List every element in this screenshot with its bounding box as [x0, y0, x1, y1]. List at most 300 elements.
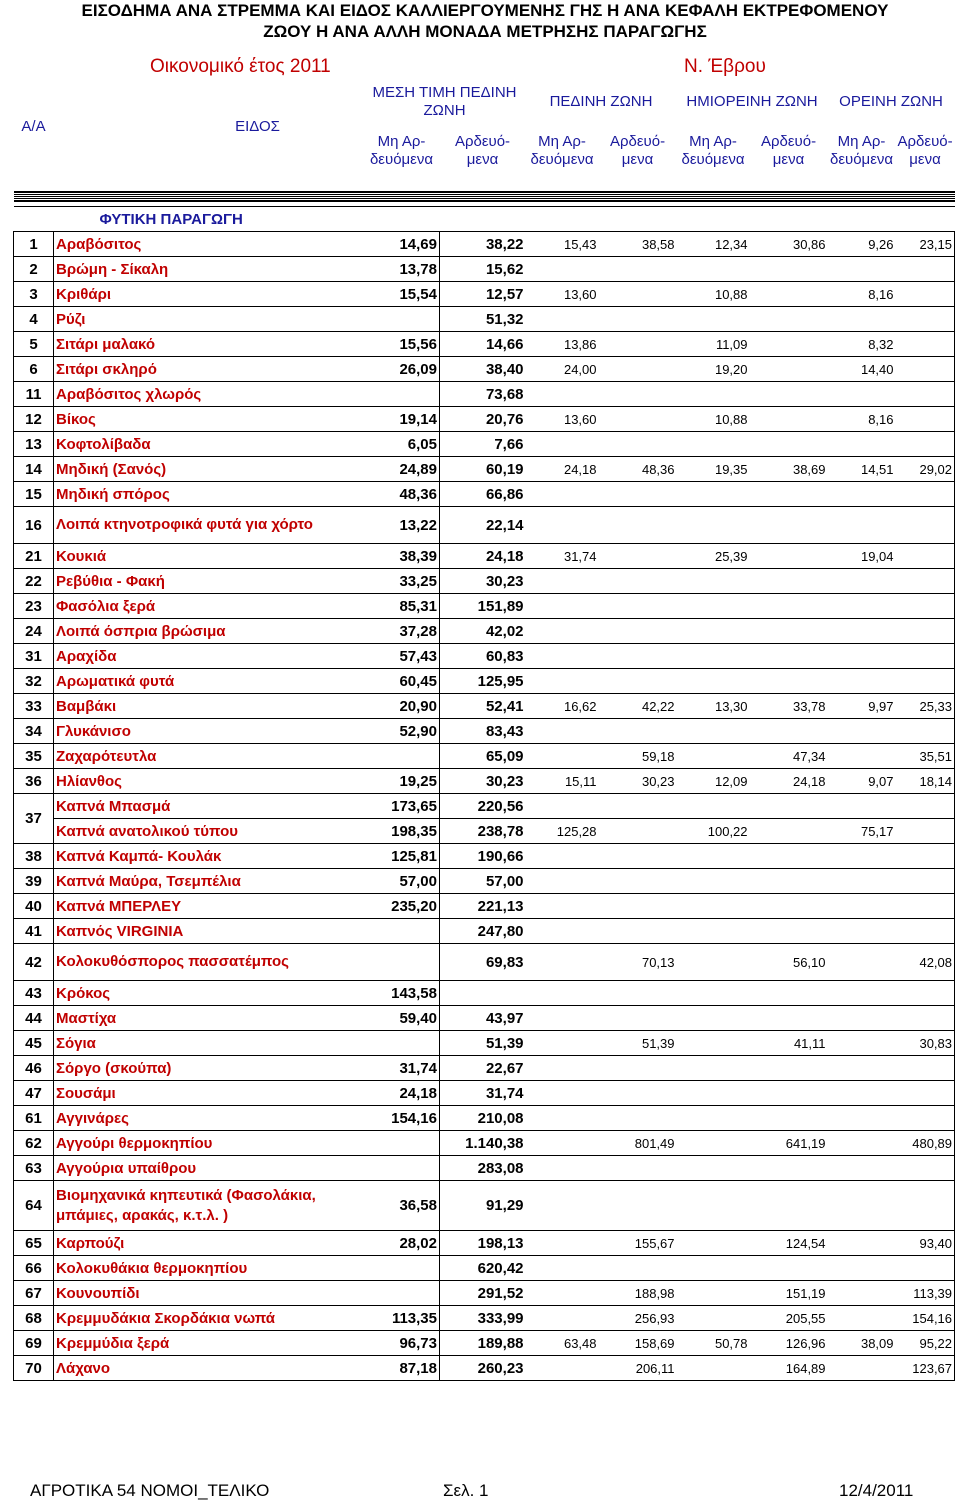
table-row [14, 1106, 955, 1131]
value-cell: 15,11 [526, 769, 599, 794]
value-cell [599, 719, 677, 744]
value-cell [828, 257, 896, 282]
table-row [14, 1306, 955, 1331]
value-cell [526, 1181, 599, 1231]
value-cell [896, 282, 955, 307]
value-cell [828, 1131, 896, 1156]
value-cell: 35,51 [896, 744, 955, 769]
value-cell [526, 432, 599, 457]
value-cell [526, 719, 599, 744]
header-irrigated: Αρδευό- μενα [609, 133, 666, 168]
header-eidos: ΕΙΔΟΣ [235, 118, 280, 135]
crop-name: Κριθάρι [54, 282, 364, 307]
value-cell [364, 744, 440, 769]
table-row [14, 332, 955, 357]
value-cell [750, 1181, 828, 1231]
value-cell [750, 594, 828, 619]
value-cell [677, 944, 750, 981]
crop-name: Καπνά ανατολικού τύπου [54, 819, 364, 844]
value-cell [677, 894, 750, 919]
value-cell [896, 719, 955, 744]
value-cell [526, 507, 599, 544]
crop-name: Ηλίανθος [54, 769, 364, 794]
footer-page: Σελ. 1 [443, 1481, 489, 1500]
crop-name: Αρωματικά φυτά [54, 669, 364, 694]
value-cell [526, 1056, 599, 1081]
value-cell: 24,00 [526, 357, 599, 382]
row-number: 66 [14, 1256, 54, 1281]
value-cell [526, 744, 599, 769]
value-cell [677, 1006, 750, 1031]
value-cell: 198,35 [364, 819, 440, 844]
crop-name: Κοφτολίβαδα [54, 432, 364, 457]
value-cell: 15,43 [526, 232, 599, 257]
value-cell [828, 432, 896, 457]
value-cell [677, 1031, 750, 1056]
table-row [14, 669, 955, 694]
value-cell [750, 619, 828, 644]
value-cell: 93,40 [896, 1231, 955, 1256]
value-cell [750, 382, 828, 407]
value-cell [677, 844, 750, 869]
table-row [14, 282, 955, 307]
value-cell [599, 594, 677, 619]
value-cell: 24,18 [440, 544, 526, 569]
value-cell [677, 1156, 750, 1181]
value-cell [828, 307, 896, 332]
value-cell: 210,08 [440, 1106, 526, 1131]
value-cell: 100,22 [677, 819, 750, 844]
value-cell [750, 1256, 828, 1281]
table-row [14, 619, 955, 644]
value-cell [526, 944, 599, 981]
crop-name: Σιτάρι σκληρό [54, 357, 364, 382]
value-cell [828, 382, 896, 407]
crop-name: Λοιπά όσπρια βρώσιμα [54, 619, 364, 644]
value-cell: 96,73 [364, 1331, 440, 1356]
value-cell: 59,40 [364, 1006, 440, 1031]
value-cell [599, 644, 677, 669]
crop-name: Σόγια [54, 1031, 364, 1056]
value-cell [599, 819, 677, 844]
value-cell [750, 407, 828, 432]
table-row [14, 1356, 955, 1381]
table-row [14, 1256, 955, 1281]
table-row [14, 482, 955, 507]
crop-name: Αραβόσιτος [54, 232, 364, 257]
crop-name: Κρεμμύδια ξερά [54, 1331, 364, 1356]
value-cell [599, 332, 677, 357]
table-row [14, 1056, 955, 1081]
table-row [14, 944, 955, 981]
value-cell [750, 432, 828, 457]
value-cell: 18,14 [896, 769, 955, 794]
header-irrigated: Αρδευό-μενα [454, 133, 511, 168]
value-cell: 19,04 [828, 544, 896, 569]
value-cell [896, 1056, 955, 1081]
crop-name: Αγγούρι θερμοκηπίου [54, 1131, 364, 1156]
row-number: 24 [14, 619, 54, 644]
value-cell [364, 1281, 440, 1306]
value-cell: 189,88 [440, 1331, 526, 1356]
crop-name: Καπνά ΜΠΕΡΛΕΥ [54, 894, 364, 919]
value-cell [526, 1231, 599, 1256]
row-number: 46 [14, 1056, 54, 1081]
value-cell: 63,48 [526, 1331, 599, 1356]
value-cell: 164,89 [750, 1356, 828, 1381]
value-cell: 20,90 [364, 694, 440, 719]
table-row [14, 432, 955, 457]
value-cell: 41,11 [750, 1031, 828, 1056]
value-cell: 70,13 [599, 944, 677, 981]
value-cell [896, 1106, 955, 1131]
table-row [14, 307, 955, 332]
row-number: 44 [14, 1006, 54, 1031]
value-cell: 221,13 [440, 894, 526, 919]
value-cell: 36,58 [364, 1181, 440, 1231]
value-cell: 51,39 [440, 1031, 526, 1056]
value-cell [828, 1306, 896, 1331]
row-number: 21 [14, 544, 54, 569]
value-cell: 24,18 [750, 769, 828, 794]
value-cell: 57,00 [364, 869, 440, 894]
value-cell: 30,23 [440, 769, 526, 794]
value-cell [896, 844, 955, 869]
header-non-irrigated: Μη Αρ-δευόμενα [829, 133, 894, 168]
value-cell [677, 1056, 750, 1081]
value-cell: 59,18 [599, 744, 677, 769]
crop-name: Μαστίχα [54, 1006, 364, 1031]
value-cell: 66,86 [440, 482, 526, 507]
value-cell: 641,19 [750, 1131, 828, 1156]
value-cell: 24,89 [364, 457, 440, 482]
value-cell: 42,08 [896, 944, 955, 981]
value-cell: 126,96 [750, 1331, 828, 1356]
value-cell: 25,39 [677, 544, 750, 569]
value-cell: 25,33 [896, 694, 955, 719]
value-cell [750, 819, 828, 844]
value-cell [677, 482, 750, 507]
value-cell [526, 1006, 599, 1031]
value-cell: 6,05 [364, 432, 440, 457]
table-row [14, 919, 955, 944]
value-cell: 8,16 [828, 282, 896, 307]
value-cell [828, 1056, 896, 1081]
value-cell: 220,56 [440, 794, 526, 819]
value-cell [677, 719, 750, 744]
value-cell [526, 1106, 599, 1131]
value-cell [750, 869, 828, 894]
value-cell: 13,60 [526, 282, 599, 307]
value-cell [526, 1356, 599, 1381]
value-cell: 8,32 [828, 332, 896, 357]
table-row [14, 894, 955, 919]
value-cell [896, 332, 955, 357]
value-cell: 38,58 [599, 232, 677, 257]
value-cell [896, 594, 955, 619]
value-cell: 31,74 [526, 544, 599, 569]
value-cell [599, 482, 677, 507]
table-row [14, 1181, 955, 1231]
value-cell [828, 844, 896, 869]
crop-name: Κρόκος [54, 981, 364, 1006]
table-row [14, 719, 955, 744]
crop-name: Καπνός VIRGINIA [54, 919, 364, 944]
value-cell [364, 1156, 440, 1181]
value-cell: 51,39 [599, 1031, 677, 1056]
value-cell [526, 1306, 599, 1331]
value-cell: 620,42 [440, 1256, 526, 1281]
value-cell [828, 619, 896, 644]
table-row [14, 1331, 955, 1356]
value-cell [896, 869, 955, 894]
section-title: ΦΥΤΙΚΗ ΠΑΡΑΓΩΓΗ [14, 207, 955, 232]
value-cell [599, 1081, 677, 1106]
value-cell: 291,52 [440, 1281, 526, 1306]
value-cell [828, 1081, 896, 1106]
value-cell: 13,30 [677, 694, 750, 719]
value-cell [828, 1256, 896, 1281]
value-cell: 30,86 [750, 232, 828, 257]
value-cell: 113,35 [364, 1306, 440, 1331]
value-cell [599, 569, 677, 594]
value-cell: 125,28 [526, 819, 599, 844]
prefecture-name: Ν. Έβρου [684, 56, 766, 77]
value-cell [750, 981, 828, 1006]
value-cell: 42,22 [599, 694, 677, 719]
value-cell [599, 257, 677, 282]
row-number: 12 [14, 407, 54, 432]
value-cell [677, 869, 750, 894]
row-number: 40 [14, 894, 54, 919]
value-cell: 30,83 [896, 1031, 955, 1056]
value-cell: 1.140,38 [440, 1131, 526, 1156]
header-semi-mountain-zone: ΗΜΙΟΡΕΙΝΗ ΖΩΝΗ [686, 93, 818, 110]
value-cell [599, 981, 677, 1006]
value-cell: 29,02 [896, 457, 955, 482]
value-cell [828, 944, 896, 981]
value-cell [677, 432, 750, 457]
crop-name: Γλυκάνισο [54, 719, 364, 744]
value-cell [599, 894, 677, 919]
value-cell [526, 569, 599, 594]
document-title [20, 0, 950, 42]
crop-name: Καπνά Μαύρα, Τσεμπέλια [54, 869, 364, 894]
value-cell [599, 869, 677, 894]
value-cell [750, 282, 828, 307]
value-cell: 30,23 [440, 569, 526, 594]
value-cell: 57,43 [364, 644, 440, 669]
value-cell: 125,81 [364, 844, 440, 869]
value-cell: 48,36 [364, 482, 440, 507]
value-cell [677, 1356, 750, 1381]
row-number: 65 [14, 1231, 54, 1256]
value-cell [526, 919, 599, 944]
value-cell [896, 407, 955, 432]
crop-name: Βιομηχανικά κηπευτικά (Φασολάκια, μπάμιες, αρακάς, κ.τ.λ. ) [54, 1181, 364, 1231]
table-row [14, 232, 955, 257]
value-cell [599, 307, 677, 332]
value-cell: 190,66 [440, 844, 526, 869]
value-cell: 7,66 [440, 432, 526, 457]
value-cell [828, 794, 896, 819]
table-row [14, 357, 955, 382]
table-row [14, 257, 955, 282]
value-cell: 8,16 [828, 407, 896, 432]
value-cell: 173,65 [364, 794, 440, 819]
value-cell [828, 569, 896, 594]
value-cell [599, 619, 677, 644]
crop-name: Λοιπά κτηνοτροφικά φυτά για χόρτο [54, 507, 364, 544]
header-mountain-zone: ΟΡΕΙΝΗ ΖΩΝΗ [839, 93, 943, 110]
row-number: 34 [14, 719, 54, 744]
crop-name: Αγγούρια υπαίθρου [54, 1156, 364, 1181]
value-cell: 57,00 [440, 869, 526, 894]
value-cell [896, 1006, 955, 1031]
crop-name: Σουσάμι [54, 1081, 364, 1106]
row-number: 32 [14, 669, 54, 694]
value-cell [599, 669, 677, 694]
value-cell [677, 919, 750, 944]
value-cell [677, 619, 750, 644]
crop-name: Κρεμμυδάκια Σκορδάκια νωπά [54, 1306, 364, 1331]
value-cell: 154,16 [364, 1106, 440, 1131]
value-cell [896, 794, 955, 819]
value-cell: 91,29 [440, 1181, 526, 1231]
value-cell: 38,22 [440, 232, 526, 257]
value-cell: 60,83 [440, 644, 526, 669]
value-cell [828, 1356, 896, 1381]
value-cell: 43,97 [440, 1006, 526, 1031]
value-cell: 256,93 [599, 1306, 677, 1331]
value-cell [896, 1256, 955, 1281]
crop-name: Λάχανο [54, 1356, 364, 1381]
value-cell [364, 1031, 440, 1056]
value-cell: 247,80 [440, 919, 526, 944]
value-cell [896, 644, 955, 669]
row-number: 13 [14, 432, 54, 457]
value-cell: 113,39 [896, 1281, 955, 1306]
value-cell: 22,67 [440, 1056, 526, 1081]
value-cell [896, 919, 955, 944]
row-number: 45 [14, 1031, 54, 1056]
value-cell [896, 894, 955, 919]
value-cell [828, 644, 896, 669]
value-cell [677, 507, 750, 544]
row-number: 14 [14, 457, 54, 482]
value-cell [599, 1181, 677, 1231]
value-cell [364, 382, 440, 407]
header-non-irrigated: Μη Αρ-δευόμενα [681, 133, 745, 168]
value-cell [599, 544, 677, 569]
value-cell: 22,14 [440, 507, 526, 544]
value-cell: 12,34 [677, 232, 750, 257]
value-cell [526, 981, 599, 1006]
crop-name: Βαμβάκι [54, 694, 364, 719]
row-number: 15 [14, 482, 54, 507]
value-cell: 95,22 [896, 1331, 955, 1356]
header-irrigated: Αρδευό- μενα [897, 133, 953, 168]
value-cell [526, 1131, 599, 1156]
header-separator [14, 191, 955, 202]
value-cell: 38,39 [364, 544, 440, 569]
value-cell [599, 844, 677, 869]
value-cell: 19,25 [364, 769, 440, 794]
value-cell [896, 544, 955, 569]
value-cell: 30,23 [599, 769, 677, 794]
crop-name: Μηδική (Σανός) [54, 457, 364, 482]
value-cell [750, 482, 828, 507]
row-number: 16 [14, 507, 54, 544]
value-cell: 60,19 [440, 457, 526, 482]
value-cell [526, 1256, 599, 1281]
value-cell: 125,95 [440, 669, 526, 694]
row-number: 22 [14, 569, 54, 594]
value-cell [526, 594, 599, 619]
value-cell [677, 569, 750, 594]
crop-name: Αραχίδα [54, 644, 364, 669]
value-cell: 9,26 [828, 232, 896, 257]
row-number: 36 [14, 769, 54, 794]
table-row [14, 1031, 955, 1056]
value-cell [750, 1006, 828, 1031]
table-row [14, 407, 955, 432]
value-cell [677, 307, 750, 332]
value-cell [677, 382, 750, 407]
value-cell: 235,20 [364, 894, 440, 919]
value-cell [599, 1006, 677, 1031]
value-cell: 19,35 [677, 457, 750, 482]
row-number: 39 [14, 869, 54, 894]
value-cell: 151,89 [440, 594, 526, 619]
crop-name: Καπνά Μπασμά [54, 794, 364, 819]
table-row [14, 694, 955, 719]
value-cell [526, 257, 599, 282]
value-cell [828, 1231, 896, 1256]
value-cell [677, 744, 750, 769]
value-cell [896, 307, 955, 332]
row-number: 3 [14, 282, 54, 307]
value-cell [896, 981, 955, 1006]
footer-filename: ΑΓΡΟΤΙΚΑ 54 ΝΟΜΟΙ_ΤΕΛΙΚΟ [30, 1481, 270, 1500]
crop-name: Βρώμη - Σίκαλη [54, 257, 364, 282]
value-cell [526, 844, 599, 869]
row-number: 35 [14, 744, 54, 769]
value-cell [599, 357, 677, 382]
row-number: 67 [14, 1281, 54, 1306]
value-cell [677, 257, 750, 282]
value-cell [364, 1131, 440, 1156]
value-cell [599, 1106, 677, 1131]
value-cell: 12,09 [677, 769, 750, 794]
value-cell [599, 507, 677, 544]
row-number: 64 [14, 1181, 54, 1231]
value-cell [828, 894, 896, 919]
value-cell [828, 919, 896, 944]
value-cell: 50,78 [677, 1331, 750, 1356]
value-cell: 38,09 [828, 1331, 896, 1356]
table-row [14, 544, 955, 569]
value-cell [828, 507, 896, 544]
row-number: 23 [14, 594, 54, 619]
table-row [14, 1006, 955, 1031]
crop-name: Ρύζι [54, 307, 364, 332]
crop-name: Καρπούζι [54, 1231, 364, 1256]
value-cell [677, 1081, 750, 1106]
value-cell: 13,60 [526, 407, 599, 432]
value-cell: 15,62 [440, 257, 526, 282]
table-row [14, 744, 955, 769]
